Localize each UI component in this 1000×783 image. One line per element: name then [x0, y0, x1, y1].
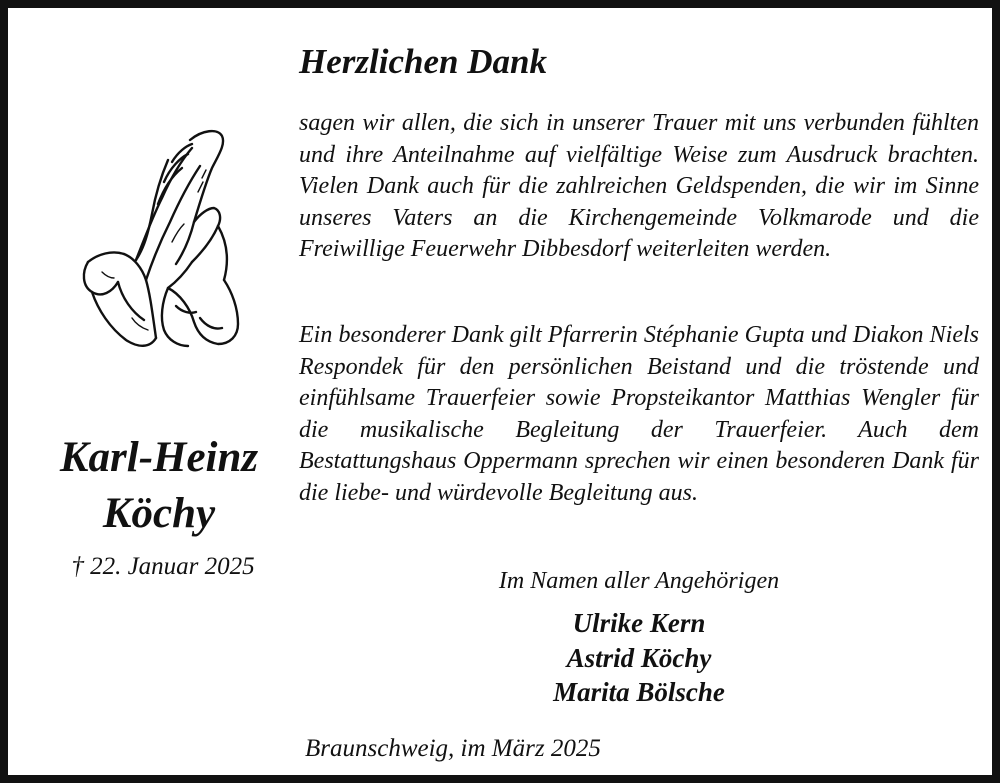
place-and-date: Braunschweig, im März 2025: [305, 735, 601, 762]
notice-heading: Herzlichen Dank: [299, 42, 547, 81]
thanks-paragraph-2: Ein besonderer Dank gilt Pfarrerin Stéphanie Gupta und Diakon Niels Respondek für den persönlichen Beistand und die tröstende und einfühlsame Trauerfeier sowie Propsteikantor Matthias Wengler für die musikalische Begleitung der Trauerfeier. Auch dem Bestattungshaus Oppermann sprechen wir einen besonderen Dank für die liebe- und würdevolle Begleitung aus.: [299, 322, 979, 506]
death-date: † 22. Januar 2025: [71, 553, 255, 580]
thanks-paragraph-1: sagen wir allen, die sich in unserer Trauer mit uns verbunden fühlten und ihre Anteilnahme auf vielfältige Weise zum Ausdruck brachten. Vielen Dank auch für die zahlreichen Geldspenden, die wir im Sinne unseres Vaters an die Kirchengemeinde Volkmarode und die Freiwillige Feuerwehr Dibbesdorf weiterleiten werden.: [299, 110, 979, 262]
signer-name: Ulrike Kern: [572, 608, 706, 638]
deceased-column: [16, 16, 290, 783]
signer-name: Marita Bölsche: [553, 677, 725, 707]
deceased-last-name: Köchy: [102, 490, 216, 537]
signers-list: [299, 606, 979, 710]
signer-name: Astrid Köchy: [566, 642, 712, 673]
deceased-first-name: Karl-Heinz: [59, 434, 259, 481]
praying-hands-icon: [72, 122, 252, 354]
closing-line: Im Namen aller Angehörigen: [498, 568, 780, 594]
